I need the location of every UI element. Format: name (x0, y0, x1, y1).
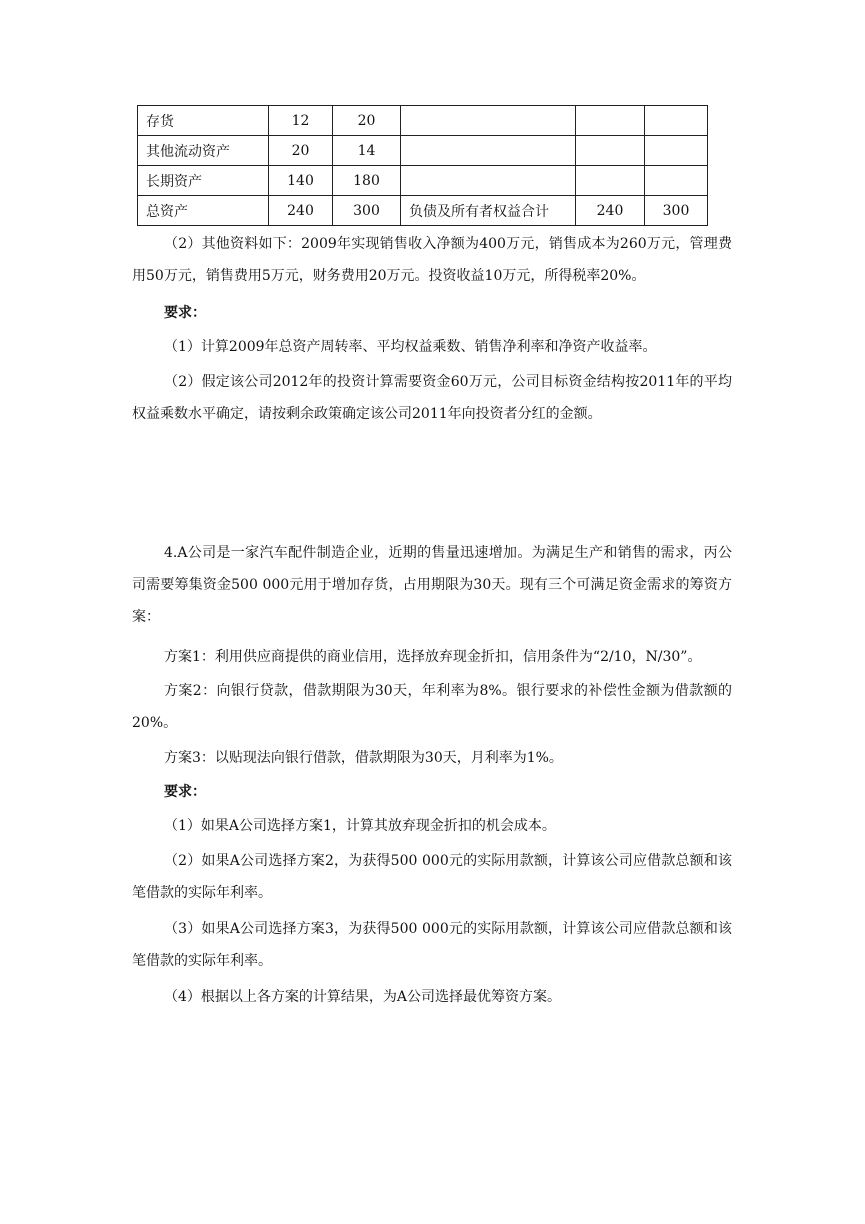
table-cell: 240 (269, 196, 333, 226)
table-cell: 20 (333, 106, 401, 136)
table-cell: 300 (333, 196, 401, 226)
table-cell: 300 (645, 196, 708, 226)
plan-item: 方案2：向银行贷款，借款期限为30天，年利率为8%。银行要求的补偿性金额为借款额的20%。 (132, 683, 732, 731)
paragraph-other-info: （2）其他资料如下：2009年实现销售收入净额为400万元，销售成本为260万元，管理费用50万元，销售费用5万元，财务费用20万元。投资收益10万元，所得税率20%。 (132, 236, 732, 284)
table-cell: 180 (333, 166, 401, 196)
table-cell: 140 (269, 166, 333, 196)
requirement-item: （2）如果A公司选择方案2，为获得500 000元的实际用款额，计算该公司应借款总额和该笔借款的实际年利率。 (132, 853, 732, 901)
table-cell (401, 166, 576, 196)
question-4-paragraph: 4.A公司是一家汽车配件制造企业，近期的售量迅速增加。为满足生产和销售的需求，丙公司需要筹集资金500 000元用于增加存货，占用期限为30天。现有三个可满足资金需求的筹资方案： (132, 545, 732, 625)
plan-item: 方案1：利用供应商提供的商业信用，选择放弃现金折扣，信用条件为“2/10，N/30”。 (164, 649, 702, 665)
table-row (138, 136, 708, 166)
table-cell (576, 106, 645, 136)
table-cell: 总资产 (138, 196, 269, 226)
balance-sheet-table (137, 105, 708, 226)
table-cell (576, 136, 645, 166)
plan-item: 方案3：以贴现法向银行借款，借款期限为30天，月利率为1%。 (164, 750, 563, 766)
table-row (138, 106, 708, 136)
table-cell (401, 106, 576, 136)
requirement-heading: 要求： (164, 305, 206, 321)
table-cell: 存货 (138, 106, 269, 136)
table-cell: 12 (269, 106, 333, 136)
requirement-item: （2）假定该公司2012年的投资计算需要资金60万元，公司目标资金结构按2011年的平均权益乘数水平确定，请按剩余政策确定该公司2011年向投资者分红的金额。 (132, 374, 732, 422)
table-cell: 其他流动资产 (138, 136, 269, 166)
table-row (138, 166, 708, 196)
table-cell: 20 (269, 136, 333, 166)
table-cell (645, 166, 708, 196)
requirement-item: （3）如果A公司选择方案3，为获得500 000元的实际用款额，计算该公司应借款总额和该笔借款的实际年利率。 (132, 921, 732, 969)
table-cell: 负债及所有者权益合计 (401, 196, 576, 226)
table-cell (645, 136, 708, 166)
table-cell: 240 (576, 196, 645, 226)
table-cell: 14 (333, 136, 401, 166)
table-cell (401, 136, 576, 166)
table-cell (576, 166, 645, 196)
table-row (138, 196, 708, 226)
requirement-item: （1）计算2009年总资产周转率、平均权益乘数、销售净利率和净资产收益率。 (164, 339, 657, 355)
requirement-heading: 要求： (164, 784, 206, 800)
requirement-item: （1）如果A公司选择方案1，计算其放弃现金折扣的机会成本。 (164, 818, 556, 834)
table-cell: 长期资产 (138, 166, 269, 196)
requirement-item: （4）根据以上各方案的计算结果，为A公司选择最优筹资方案。 (164, 989, 562, 1005)
table-cell (645, 106, 708, 136)
